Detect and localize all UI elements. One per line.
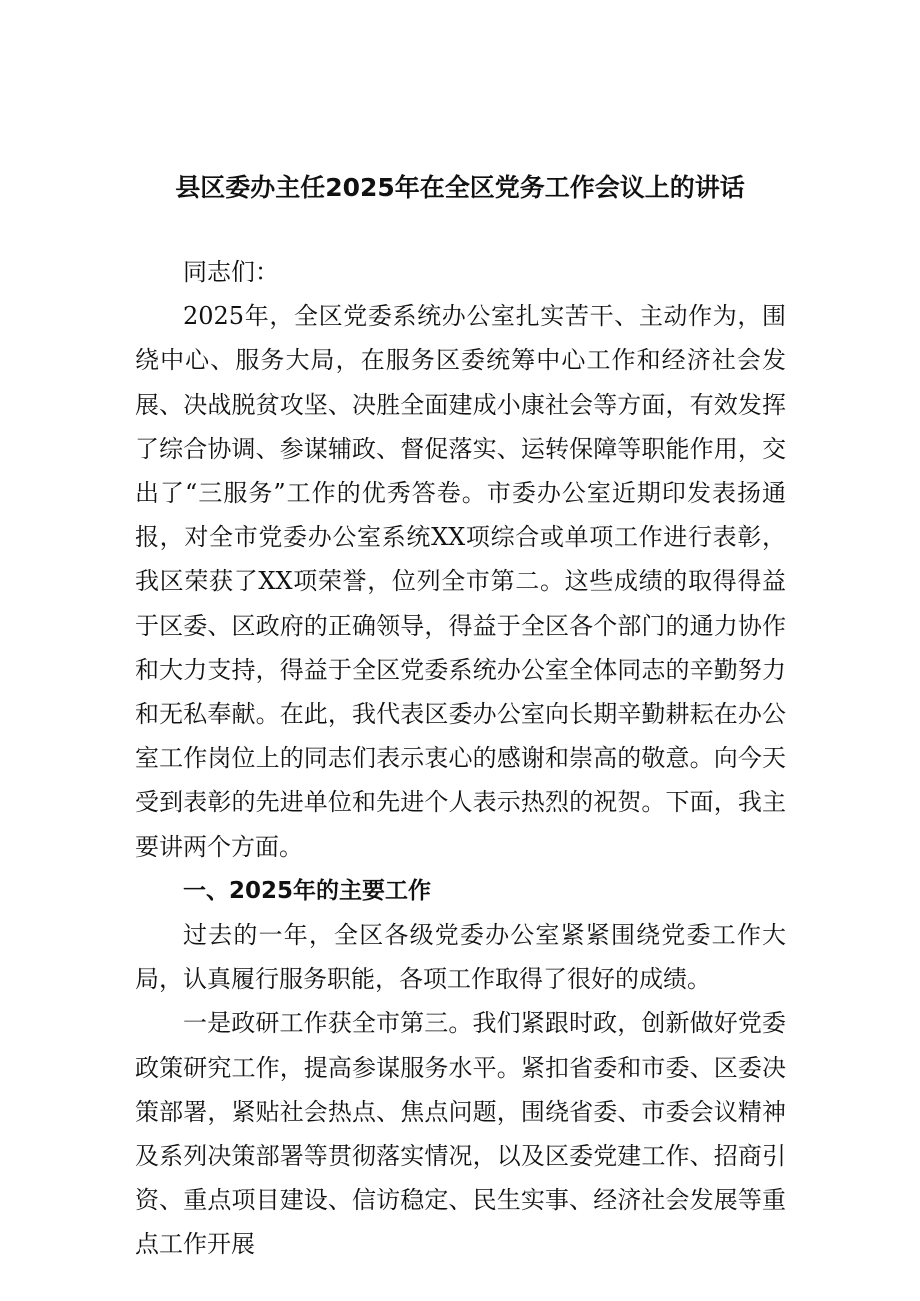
section-heading: 一、2025年的主要工作 xyxy=(183,877,432,904)
paragraph-research: 一是政研工作获全市第三。我们紧跟时政，创新做好党委政策研究工作，提高参谋服务水平。紧扣省委和市委、区委决策部署，紧贴社会热点、焦点问题，围绕省委、市委会议精神及系列决策部署等贯彻落实情况，以及区委党建工作、招商引资、重点项目建设、信访稳定、民生实事、经济社会发展等重点工作开展 xyxy=(135,1009,786,1259)
document-title: 县区委办主任2025年在全区党务工作会议上的讲话 xyxy=(175,173,745,202)
salutation: 同志们： xyxy=(183,258,279,286)
document-body xyxy=(135,250,786,1267)
paragraph-intro: 2025年，全区党委系统办公室扎实苦干、主动作为，围绕中心、服务大局，在服务区委统筹中心工作和经济社会发展、决战脱贫攻坚、决胜全面建成小康社会等方面，有效发挥了综合协调、参谋辅政、督促落实、运转保障等职能作用，交出了“三服务”工作的优秀答卷。市委办公室近期印发表扬通报，对全市党委办公室系统XX项综合或单项工作进行表彰，我区荣获了XX项荣誉，位列全市第二。这些成绩的取得得益于区委、区政府的正确领导，得益于全区各个部门的通力协作和大力支持，得益于全区党委系统办公室全体同志的辛勤努力和无私奉献。在此，我代表区委办公室向长期辛勤耕耘在办公室工作岗位上的同志们表示衷心的感谢和崇高的敬意。向今天受到表彰的先进单位和先进个人表示热烈的祝贺。下面，我主要讲两个方面。 xyxy=(135,302,786,861)
paragraph-overview: 过去的一年，全区各级党委办公室紧紧围绕党委工作大局，认真履行服务职能，各项工作取得了很好的成绩。 xyxy=(135,921,786,994)
